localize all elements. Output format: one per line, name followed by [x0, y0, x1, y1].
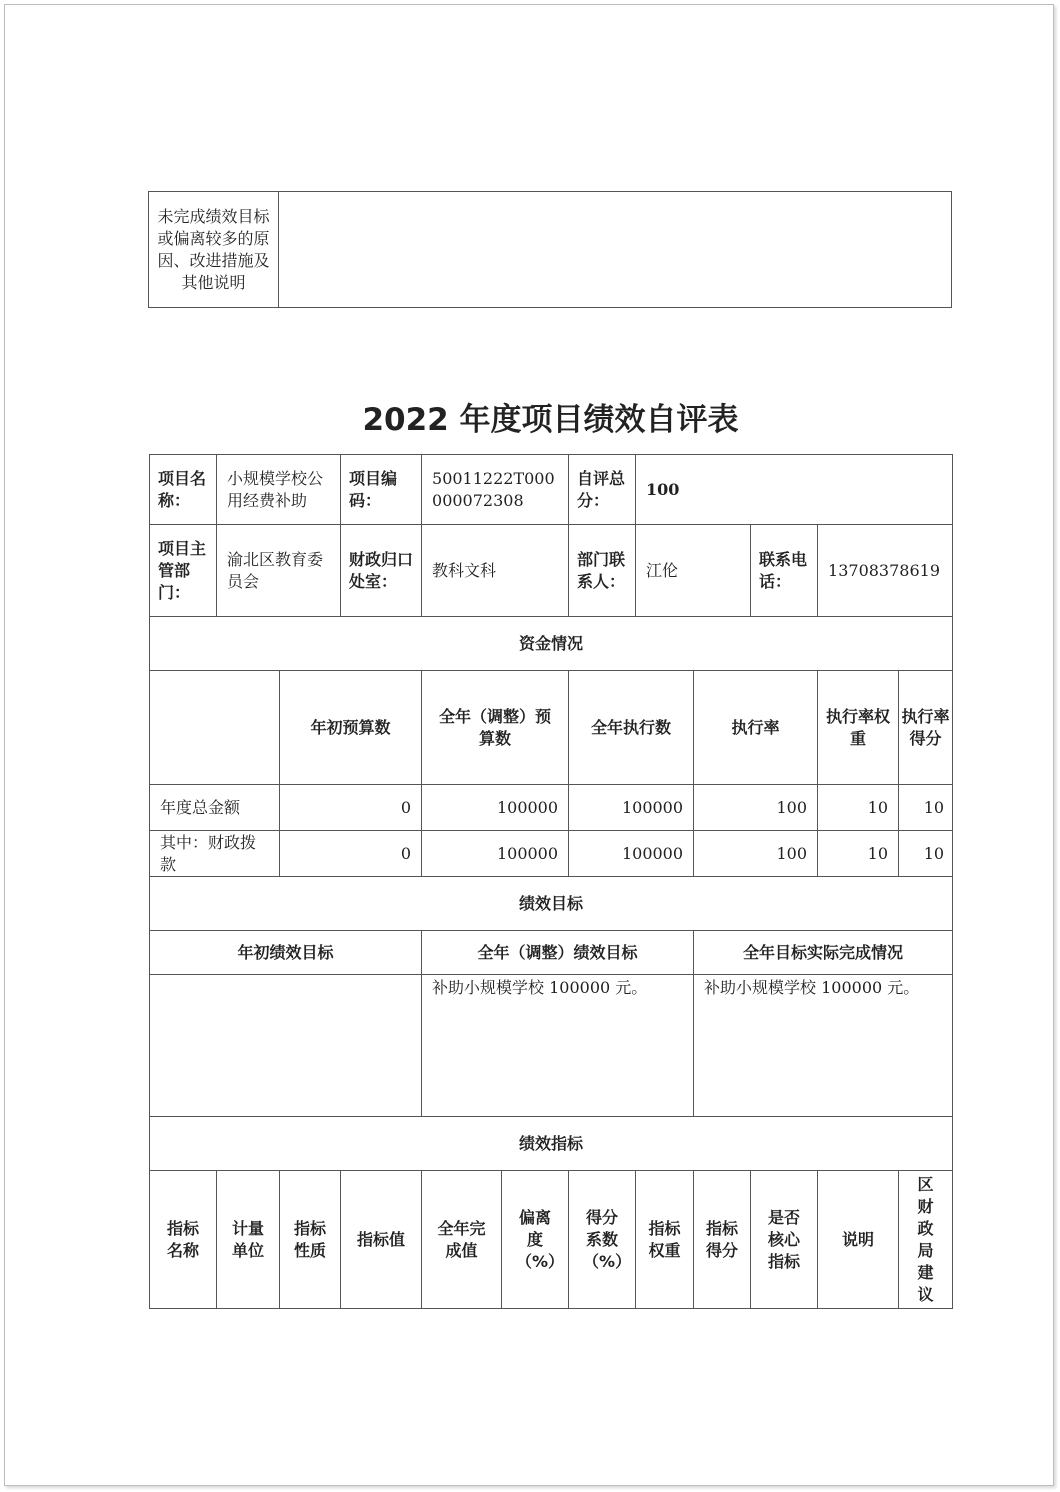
funds-row-label: 其中：财政拨款	[150, 831, 280, 877]
funds-cell: 10	[818, 831, 899, 877]
goals-header-adjusted: 全年（调整）绩效目标	[422, 931, 694, 975]
ind-header-name: 指标名称	[150, 1171, 217, 1309]
goals-header-initial: 年初绩效目标	[150, 931, 422, 975]
funds-cell: 100000	[569, 785, 694, 831]
ind-header-deviation: 偏离度（%）	[502, 1171, 569, 1309]
goals-adjusted-value: 补助小规模学校 100000 元。	[422, 975, 694, 1117]
funds-cell: 100	[694, 785, 818, 831]
score-label: 自评总分：	[569, 455, 636, 525]
unfinished-reason-label: 未完成绩效目标或偏离较多的原因、改进措施及其他说明	[149, 192, 279, 308]
goals-actual-value: 补助小规模学校 100000 元。	[694, 975, 953, 1117]
funds-header-initial-budget: 年初预算数	[280, 671, 422, 785]
dept-value: 渝北区教育委员会	[217, 525, 341, 617]
page-title: 2022 年度项目绩效自评表	[362, 402, 739, 438]
contact-label: 部门联系人：	[569, 525, 636, 617]
score-value: 100	[636, 455, 953, 525]
funds-section-title: 资金情况	[150, 617, 953, 671]
ind-header-nature: 指标性质	[280, 1171, 341, 1309]
ind-header-unit: 计量单位	[217, 1171, 280, 1309]
unfinished-reason-value	[279, 192, 952, 308]
ind-header-coefficient: 得分系数（%）	[569, 1171, 636, 1309]
funds-cell: 10	[899, 831, 953, 877]
funds-cell: 10	[818, 785, 899, 831]
funds-header-adjusted-budget: 全年（调整）预算数	[422, 671, 569, 785]
phone-label: 联系电话：	[751, 525, 818, 617]
dept-label: 项目主管部门：	[150, 525, 217, 617]
funds-row-label: 年度总金额	[150, 785, 280, 831]
contact-value: 江伦	[636, 525, 751, 617]
funds-header-executed: 全年执行数	[569, 671, 694, 785]
funds-cell: 100	[694, 831, 818, 877]
table-row	[150, 831, 953, 877]
evaluation-table	[149, 454, 953, 1309]
project-code-label: 项目编码：	[341, 455, 422, 525]
funds-cell: 100000	[422, 831, 569, 877]
project-code-value: 50011222T000000072308	[422, 455, 569, 525]
ind-header-completed: 全年完成值	[422, 1171, 502, 1309]
goals-initial-value	[150, 975, 422, 1117]
funds-cell: 0	[280, 785, 422, 831]
ind-header-note: 说明	[818, 1171, 899, 1309]
ind-header-suggestion: 区财政局建议	[899, 1171, 953, 1309]
ind-header-score: 指标得分	[694, 1171, 751, 1309]
funds-cell: 100000	[422, 785, 569, 831]
phone-value: 13708378619	[818, 525, 953, 617]
funds-header-exec-rate: 执行率	[694, 671, 818, 785]
ind-header-weight: 指标权重	[636, 1171, 694, 1309]
project-name-label: 项目名称：	[150, 455, 217, 525]
funds-cell: 10	[899, 785, 953, 831]
goals-header-actual: 全年目标实际完成情况	[694, 931, 953, 975]
finance-office-label: 财政归口处室：	[341, 525, 422, 617]
previous-table-fragment	[148, 191, 952, 308]
funds-cell: 0	[280, 831, 422, 877]
ind-header-core: 是否核心指标	[751, 1171, 818, 1309]
funds-cell: 100000	[569, 831, 694, 877]
project-name-value: 小规模学校公用经费补助	[217, 455, 341, 525]
indicators-section-title: 绩效指标	[150, 1117, 953, 1171]
ind-header-value: 指标值	[341, 1171, 422, 1309]
funds-header-blank	[150, 671, 280, 785]
finance-office-value: 教科文科	[422, 525, 569, 617]
funds-header-rate-score: 执行率得分	[899, 671, 953, 785]
goals-section-title: 绩效目标	[150, 877, 953, 931]
table-row	[150, 785, 953, 831]
funds-header-rate-weight: 执行率权重	[818, 671, 899, 785]
